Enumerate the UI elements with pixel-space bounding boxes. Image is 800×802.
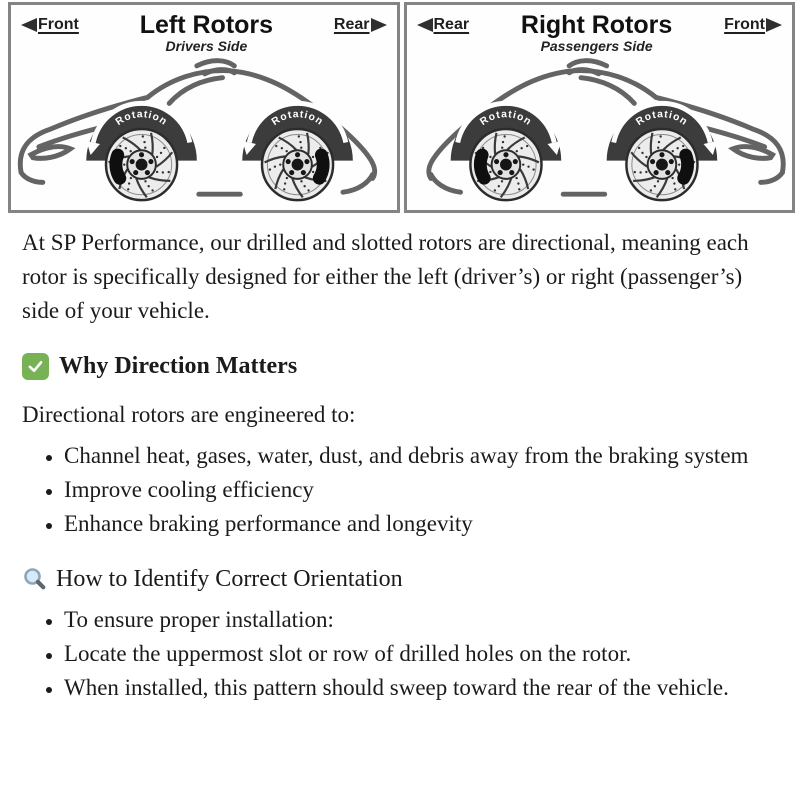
rotation-label: Rotation <box>113 109 170 129</box>
left-arrow-icon <box>21 18 37 32</box>
bullet-item: • To ensure proper installation: <box>64 603 774 637</box>
left-car-illustration <box>11 54 397 210</box>
rotation-label: Rotation <box>633 109 690 129</box>
panel-title-block <box>79 12 334 54</box>
bullet-item: • Improve cooling efficiency <box>64 473 774 507</box>
front-direction-label <box>21 16 79 34</box>
right-car-illustration <box>407 54 793 210</box>
panel-subtitle: Drivers Side <box>165 38 248 54</box>
left-rotors-panel <box>8 2 400 213</box>
rear-direction-label <box>417 16 470 34</box>
car-side-view <box>407 54 793 210</box>
how-bullet-list <box>0 603 774 705</box>
rotor-direction-figure <box>8 2 795 213</box>
right-rotors-panel <box>404 2 796 213</box>
check-mark-icon <box>22 353 49 380</box>
front-direction-label <box>724 16 782 34</box>
left-arrow-icon <box>417 18 433 32</box>
left-panel-header <box>11 5 397 54</box>
right-arrow-icon <box>371 18 387 32</box>
rear-direction-label <box>334 16 387 34</box>
direction-text: Front <box>724 16 765 33</box>
bullet-item: • Locate the uppermost slot or row of drilled holes on the rotor. <box>64 637 774 671</box>
panel-title: Left Rotors <box>139 11 274 39</box>
panel-subtitle: Passengers Side <box>540 38 653 54</box>
page <box>0 2 800 705</box>
direction-text: Rear <box>433 16 470 33</box>
how-to-identify-heading <box>22 564 774 594</box>
rotation-label: Rotation <box>477 109 534 129</box>
heading-text: Why Direction Matters <box>59 353 298 379</box>
magnifying-glass-icon <box>22 566 48 592</box>
intro-paragraph: At SP Performance, our drilled and slotted rotors are directional, meaning each rotor is specifically designed for either the left (driver’s) or right (passenger’s) side of your vehicle. <box>22 230 749 323</box>
bullet-item: • Channel heat, gases, water, dust, and debris away from the braking system <box>64 439 774 473</box>
panel-title: Right Rotors <box>520 11 673 39</box>
bullet-item: • When installed, this pattern should sweep toward the rear of the vehicle. <box>64 671 774 705</box>
panel-title-block <box>469 12 724 54</box>
car-side-view <box>11 54 397 210</box>
why-bullet-list <box>0 439 774 541</box>
direction-text: Rear <box>333 16 370 33</box>
right-panel-header <box>407 5 793 54</box>
heading-text: How to Identify Correct Orientation <box>56 566 403 592</box>
why-lead-text: Directional rotors are engineered to: <box>22 402 356 427</box>
bullet-item: • Enhance braking performance and longevity <box>64 507 774 541</box>
right-arrow-icon <box>766 18 782 32</box>
rotation-label: Rotation <box>269 109 326 129</box>
direction-text: Front <box>38 16 79 33</box>
why-direction-matters-heading <box>22 351 774 381</box>
